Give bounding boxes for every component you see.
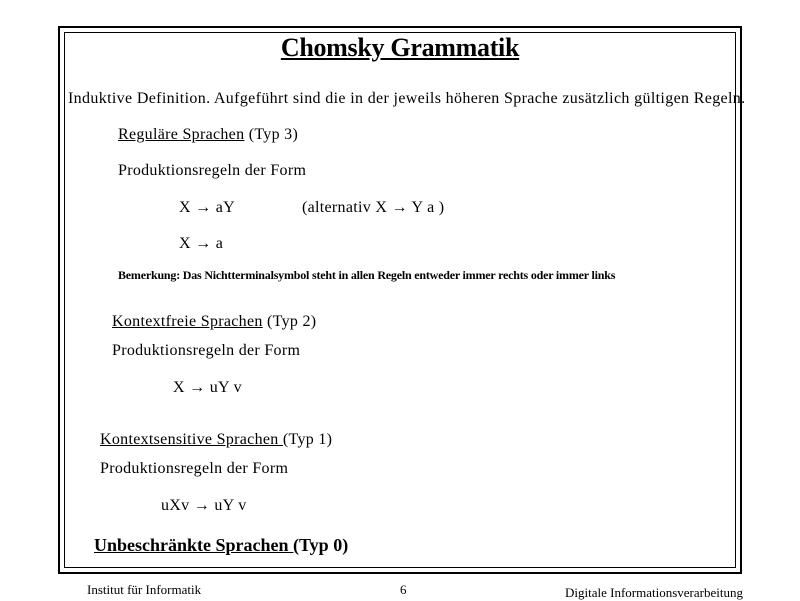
typ1-heading: Kontextsensitive Sprachen — [100, 431, 283, 448]
typ0-type: Typ 0) — [299, 535, 349, 555]
typ3-type: (Typ 3) — [244, 126, 299, 143]
typ0-heading: Unbeschränkte Sprachen ( — [94, 535, 300, 555]
typ1-type: (Typ 1) — [282, 431, 333, 448]
typ2-rule: X → uY v — [173, 379, 242, 396]
typ3-heading: Reguläre Sprachen — [118, 126, 245, 143]
slide-inner-border — [64, 32, 736, 568]
typ3-note: Bemerkung: Das Nichtterminalsymbol steht in allen Regeln entweder immer rechts oder immer links — [118, 268, 616, 282]
slide-title: Chomsky Grammatik — [280, 33, 520, 62]
typ3-rule-2: X → a — [179, 235, 224, 252]
typ0-heading-line — [94, 535, 348, 556]
typ2-heading-line — [112, 313, 316, 331]
typ2-type: (Typ 2) — [262, 313, 317, 330]
footer-right: Digitale Informationsverarbeitung — [565, 585, 743, 600]
typ3-heading-line — [118, 126, 298, 144]
typ2-heading: Kontextfreie Sprachen — [112, 313, 263, 330]
typ1-heading-line — [100, 431, 332, 449]
typ3-rules-label: Produktionsregeln der Form — [118, 162, 307, 179]
typ3-rule-1: X → aY — [179, 199, 236, 216]
footer-left: Institut für Informatik — [87, 582, 202, 597]
typ3-rule-1-alt: (alternativ X → Y a ) — [302, 199, 445, 216]
footer-page-number: 6 — [400, 582, 407, 597]
typ1-rule: uXv → uY v — [161, 497, 247, 514]
typ2-rules-label: Produktionsregeln der Form — [112, 342, 301, 359]
intro-text: Induktive Definition. Aufgeführt sind die in der jeweils höheren Sprache zusätzlich gültigen Regeln. — [68, 90, 746, 107]
typ1-rules-label: Produktionsregeln der Form — [100, 460, 289, 477]
